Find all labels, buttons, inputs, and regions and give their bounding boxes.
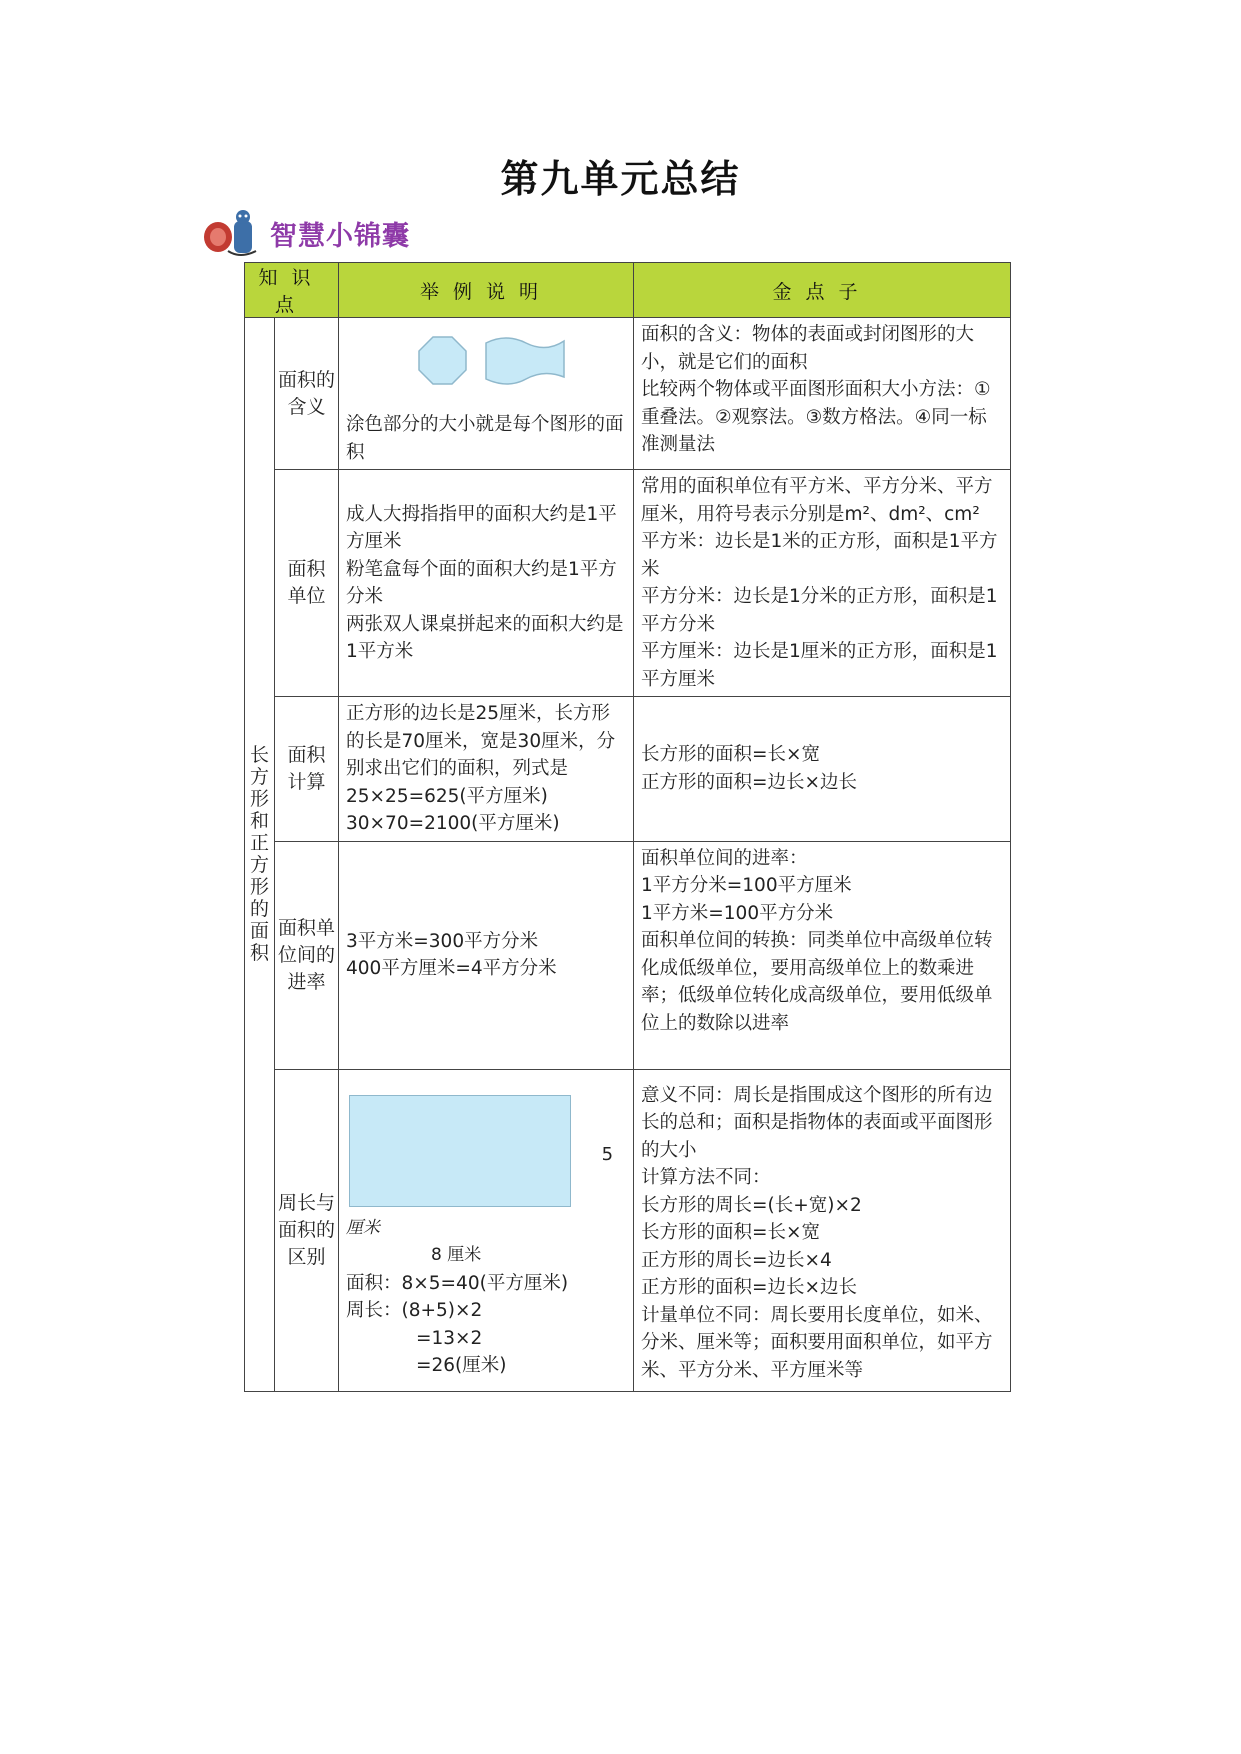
topic-line: 进率 — [287, 970, 326, 993]
unit-label: 厘米 — [346, 1217, 381, 1238]
example-line: =13×2 — [416, 1327, 483, 1349]
topic-cell — [275, 318, 339, 470]
tip-line: 正方形的面积=边长×边长 — [641, 771, 858, 793]
example-line: 粉笔盒每个面的面积大约是1平方分米 — [346, 558, 617, 607]
tip-line: 平方米：边长是1米的正方形，面积是1平方米 — [641, 531, 998, 580]
mascot-icon — [200, 207, 264, 259]
summary-table — [244, 262, 1010, 1392]
tip-line: 长方形的周长=(长+宽)×2 — [641, 1194, 862, 1216]
example-line: 25×25=625(平方厘米) — [346, 785, 548, 807]
example-line: 400平方厘米=4平方分米 — [346, 958, 557, 979]
tip-line: 长方形的面积=长×宽 — [641, 1222, 821, 1243]
topic-line: 面积单 — [278, 916, 336, 939]
topic-line: 周长与 — [278, 1191, 336, 1214]
rectangle-shape — [349, 1095, 571, 1207]
octagon-shape — [419, 337, 466, 384]
tip-line: 比较两个物体或平面图形面积大小方法：①重叠法。②观察法。③数方格法。④同一标准测量法 — [641, 379, 991, 455]
tip-line: 计量单位不同：周长要用长度单位，如米、分米、厘米等；面积要用面积单位，如平方米、平方分米、平方厘米等 — [641, 1304, 993, 1381]
example-line: 两张双人课桌拼起来的面积大约是1平方米 — [346, 613, 624, 662]
table-row — [245, 697, 1011, 842]
header-knowledge: 知识点 — [245, 263, 339, 318]
category-label: 长 方 形 和 正 方 形 的 面 积 — [249, 744, 269, 965]
tip-line: 平方分米：边长是1分米的正方形，面积是1平方分米 — [641, 586, 998, 635]
table-row — [245, 318, 1011, 470]
example-line: 正方形的边长是25厘米，长方形的长是70厘米，宽是30厘米，分别求出它们的面积，列式是 — [346, 703, 616, 779]
example-text: 涂色部分的大小就是每个图形的面积 — [346, 414, 624, 463]
topic-cell — [275, 841, 339, 1069]
topic-cell — [275, 697, 339, 842]
tip-line: 常用的面积单位有平方米、平方分米、平方厘米，用符号表示分别是m²、dm²、cm² — [641, 476, 993, 525]
tip-line: 面积单位间的转换：同类单位中高级单位转化成低级单位，要用高级单位上的数乘进率；低级单位转化成高级单位，要用低级单位上的数除以进率 — [641, 930, 993, 1034]
table-row — [245, 470, 1011, 697]
tip-line: 计算方法不同： — [641, 1167, 771, 1188]
tips-cell — [634, 1069, 1011, 1391]
topic-line: 面积的 — [278, 1218, 336, 1241]
example-cell — [339, 841, 634, 1069]
topic-line: 含义 — [287, 395, 326, 418]
example-line: 30×70=2100(平方厘米) — [346, 813, 560, 834]
example-line: 成人大拇指指甲的面积大约是1平方厘米 — [346, 503, 617, 552]
tip-line: 面积的含义：物体的表面或封闭图形的大小，就是它们的面积 — [641, 324, 975, 373]
topic-line: 单位 — [287, 585, 326, 607]
topic-line: 面积的 — [278, 368, 336, 391]
header-example: 举例说明 — [339, 263, 634, 318]
example-cell — [339, 1069, 634, 1391]
tip-line: 意义不同：周长是指围成这个图形的所有边长的总和；面积是指物体的表面或平面图形的大小 — [641, 1084, 993, 1161]
tips-cell — [634, 318, 1011, 470]
rectangle-figure — [346, 1073, 627, 1221]
wave-shape — [486, 338, 564, 384]
example-cell — [339, 470, 634, 697]
tips-cell — [634, 470, 1011, 697]
example-line: 周长：(8+5)×2 — [346, 1300, 483, 1321]
tips-cell — [634, 841, 1011, 1069]
topic-line: 区别 — [287, 1245, 326, 1268]
tip-line: 平方厘米：边长是1厘米的正方形，面积是1平方厘米 — [641, 641, 998, 690]
topic-cell — [275, 1069, 339, 1391]
shape-figures — [346, 321, 627, 411]
tips-cell — [634, 697, 1011, 842]
table-row — [245, 841, 1011, 1069]
example-cell — [339, 697, 634, 842]
example-line: 3平方米=300平方分米 — [346, 930, 539, 952]
category-cell — [245, 318, 275, 1392]
topic-line: 面积 — [287, 743, 326, 766]
topic-line: 位间的 — [278, 943, 336, 966]
bottom-label: 8 厘米 — [431, 1245, 482, 1265]
example-line: 面积：8×5=40(平方厘米) — [346, 1272, 569, 1294]
tip-line: 正方形的面积=边长×边长 — [641, 1277, 858, 1298]
topic-line: 面积 — [287, 558, 326, 580]
tip-line: 面积单位间的进率： — [641, 847, 808, 869]
tip-line: 1平方米=100平方分米 — [641, 902, 834, 924]
example-cell — [339, 318, 634, 470]
tip-line: 1平方分米=100平方厘米 — [641, 875, 852, 896]
topic-cell — [275, 470, 339, 697]
brand-title: 智慧小锦囊 — [270, 220, 410, 252]
example-line: =26(厘米) — [416, 1355, 507, 1376]
header-tips: 金点子 — [634, 263, 1011, 318]
table-header-row — [245, 263, 1011, 318]
tip-line: 长方形的面积=长×宽 — [641, 744, 821, 766]
side-label: 5 — [601, 1143, 614, 1165]
brand-banner — [200, 208, 410, 258]
topic-line: 计算 — [287, 770, 326, 793]
table-row — [245, 1069, 1011, 1391]
tip-line: 正方形的周长=边长×4 — [641, 1249, 832, 1271]
page-title: 第九单元总结 — [500, 157, 741, 201]
